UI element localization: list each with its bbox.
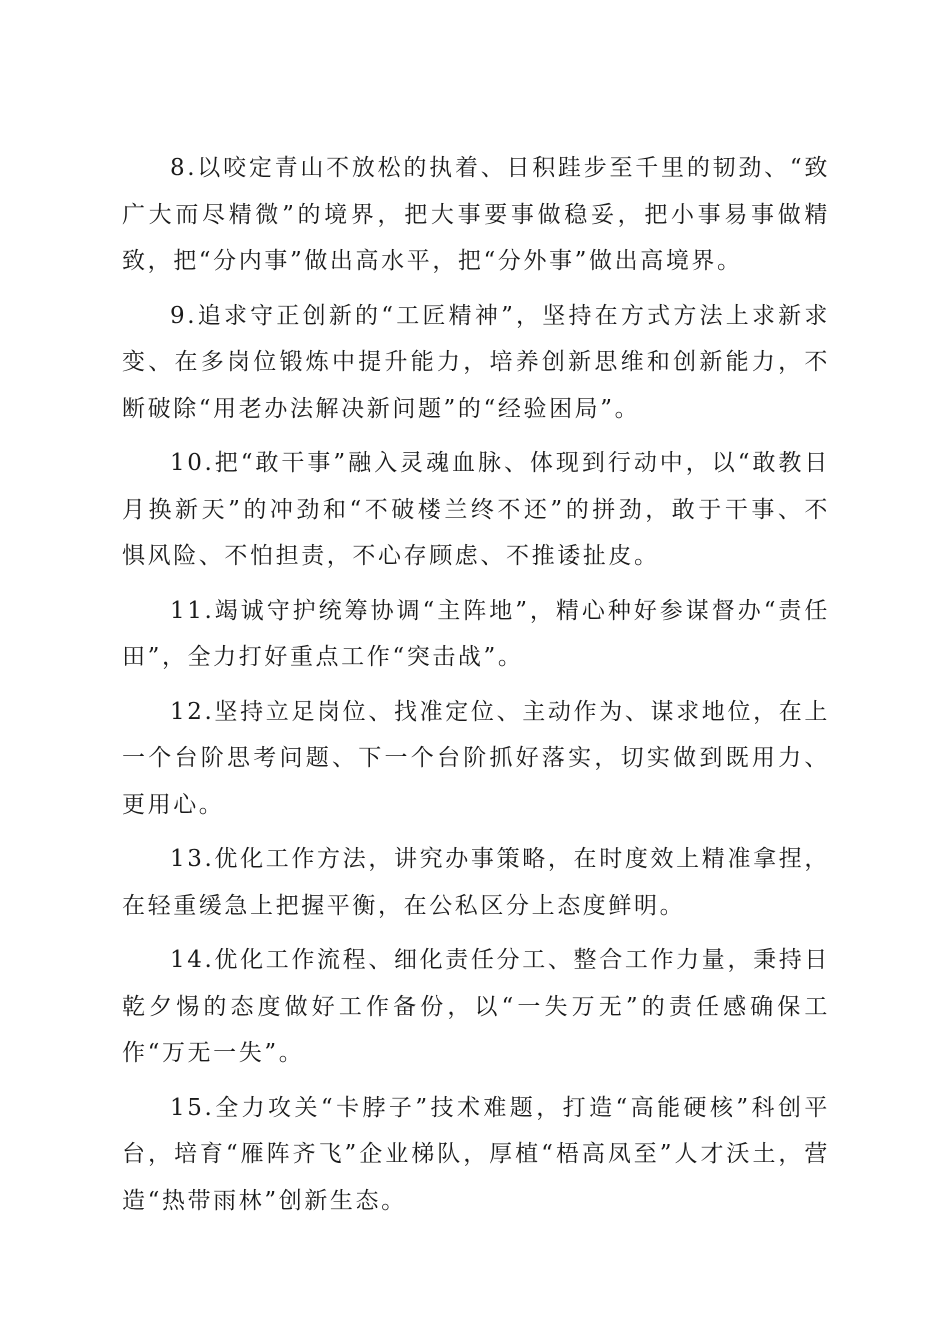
paragraph-12: 12.坚持立足岗位、找准定位、主动作为、谋求地位，在上一个台阶思考问题、下一个台阶抓好落实，切实做到既用力、更用心。: [122, 698, 830, 818]
document-body: [122, 145, 830, 1232]
paragraph-15: 15.全力攻关“卡脖子”技术难题，打造“高能硬核”科创平台，培育“雁阵齐飞”企业梯队，厚植“梧高凤至”人才沃土，营造“热带雨林”创新生态。: [122, 1094, 830, 1214]
paragraph-14: 14.优化工作流程、细化责任分工、整合工作力量，秉持日乾夕惕的态度做好工作备份，以“一失万无”的责任感确保工作“万无一失”。: [122, 947, 830, 1066]
paragraph-13: 13.优化工作方法，讲究办事策略，在时度效上精准拿捏，在轻重缓急上把握平衡，在公私区分上态度鲜明。: [122, 846, 830, 919]
paragraph-8: 8.以咬定青山不放松的执着、日积跬步至千里的韧劲、“致广大而尽精微”的境界，把大事要事做稳妥，把小事易事做精致，把“分内事”做出高水平，把“分外事”做出高境界。: [122, 155, 830, 274]
paragraph-10: 10.把“敢干事”融入灵魂血脉、体现到行动中，以“敢教日月换新天”的冲劲和“不破楼兰终不还”的拼劲，敢于干事、不惧风险、不怕担责，不心存顾虑、不推诿扯皮。: [122, 450, 830, 569]
paragraph-9: 9.追求守正创新的“工匠精神”，坚持在方式方法上求新求变、在多岗位锻炼中提升能力，培养创新思维和创新能力，不断破除“用老办法解决新问题”的“经验困局”。: [122, 302, 830, 422]
paragraph-11: 11.竭诚守护统筹协调“主阵地”，精心种好参谋督办“责任田”，全力打好重点工作“突击战”。: [122, 597, 830, 670]
